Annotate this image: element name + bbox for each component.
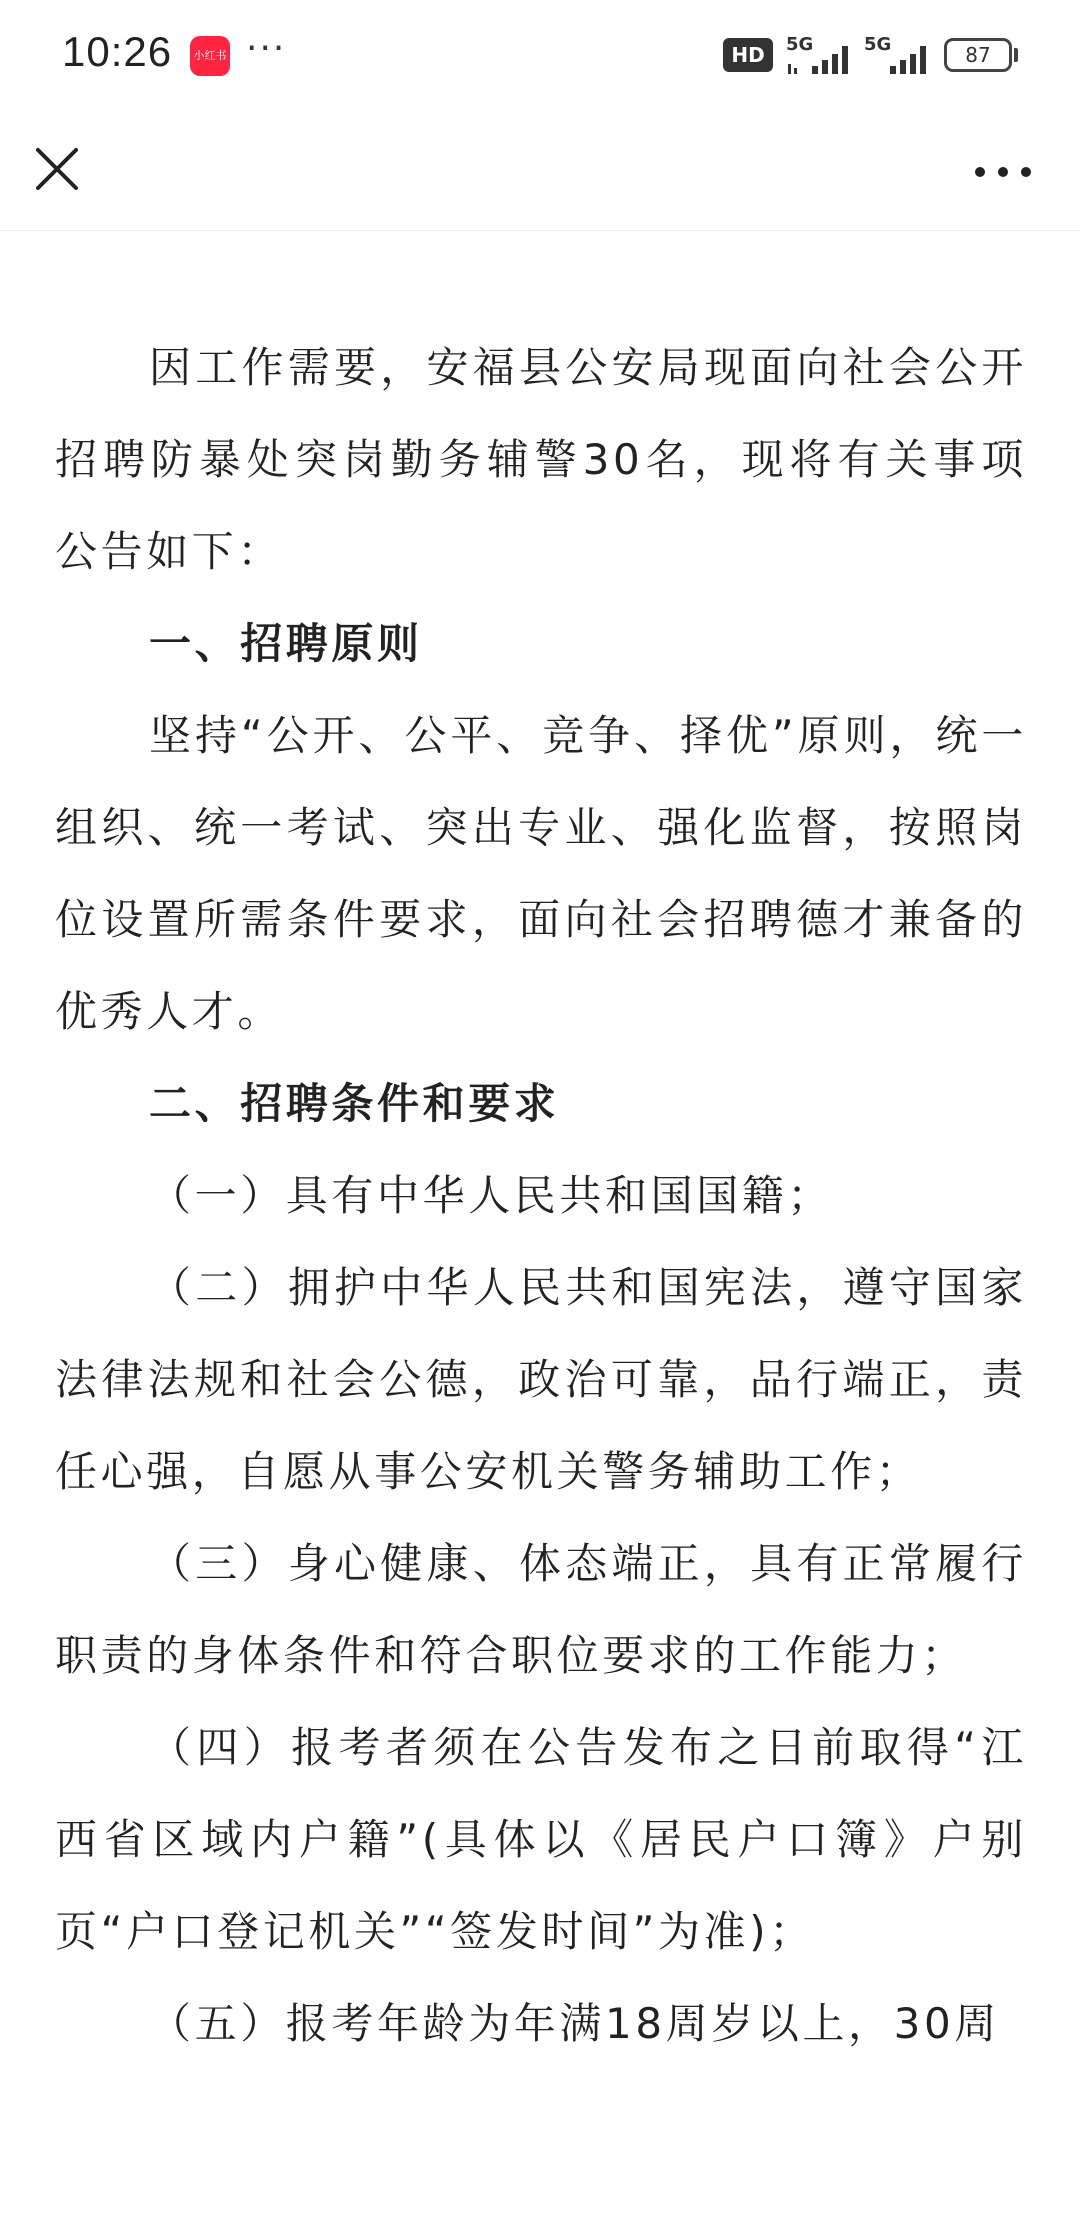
- status-bar: [0, 0, 1080, 112]
- condition-item-1: （一）具有中华人民共和国国籍；: [149, 1171, 834, 1220]
- article-paragraph-intro: 因工作需要，安福县公安局现面向社会公开招聘防暴处突岗勤务辅警30名，现将有关事项公告如下：: [55, 343, 1027, 576]
- signal-strength-icon-2: [864, 34, 942, 78]
- hd-call-icon: HD: [723, 38, 773, 72]
- xiaohongshu-app-icon: 小红书: [190, 36, 230, 76]
- condition-item-4: （四）报考者须在公告发布之日前取得“江西省区域内户籍”(具体以《居民户口簿》户别页“户口登记机关”“签发时间”为准)；: [55, 1723, 1027, 1956]
- more-horizontal-icon: [968, 142, 1038, 202]
- article-paragraph-principles: 坚持“公开、公平、竞争、择优”原则，统一组织、统一考试、突出专业、强化监督，按照岗位设置所需条件要求，面向社会招聘德才兼备的优秀人才。: [55, 711, 1027, 1036]
- battery-tip: [1014, 48, 1018, 62]
- condition-item-2: （二）拥护中华人民共和国宪法，遵守国家法律法规和社会公德，政治可靠，品行端正，责任心强，自愿从事公安机关警务辅助工作；: [55, 1263, 1027, 1496]
- top-navigation-bar: [0, 112, 1080, 231]
- close-button[interactable]: [24, 136, 94, 206]
- section-heading-principles: 一、招聘原则: [149, 619, 423, 668]
- section-heading-conditions: 二、招聘条件和要求: [149, 1079, 560, 1128]
- notification-more-icon: ···: [246, 28, 287, 69]
- more-options-button[interactable]: [968, 142, 1038, 202]
- condition-item-5: （五）报考年龄为年满18周岁以上，30周: [149, 1999, 1000, 2048]
- network-type-label-2: 5G: [864, 34, 892, 55]
- condition-item-3: （三）身心健康、体态端正，具有正常履行职责的身体条件和符合职位要求的工作能力；: [55, 1539, 1027, 1680]
- status-time: 10:26: [62, 28, 173, 75]
- network-type-label: 5G: [786, 34, 814, 55]
- close-icon: [24, 136, 94, 206]
- article-body: [55, 322, 1027, 2070]
- signal-strength-icon: [786, 34, 864, 78]
- battery-icon: 87: [944, 38, 1012, 72]
